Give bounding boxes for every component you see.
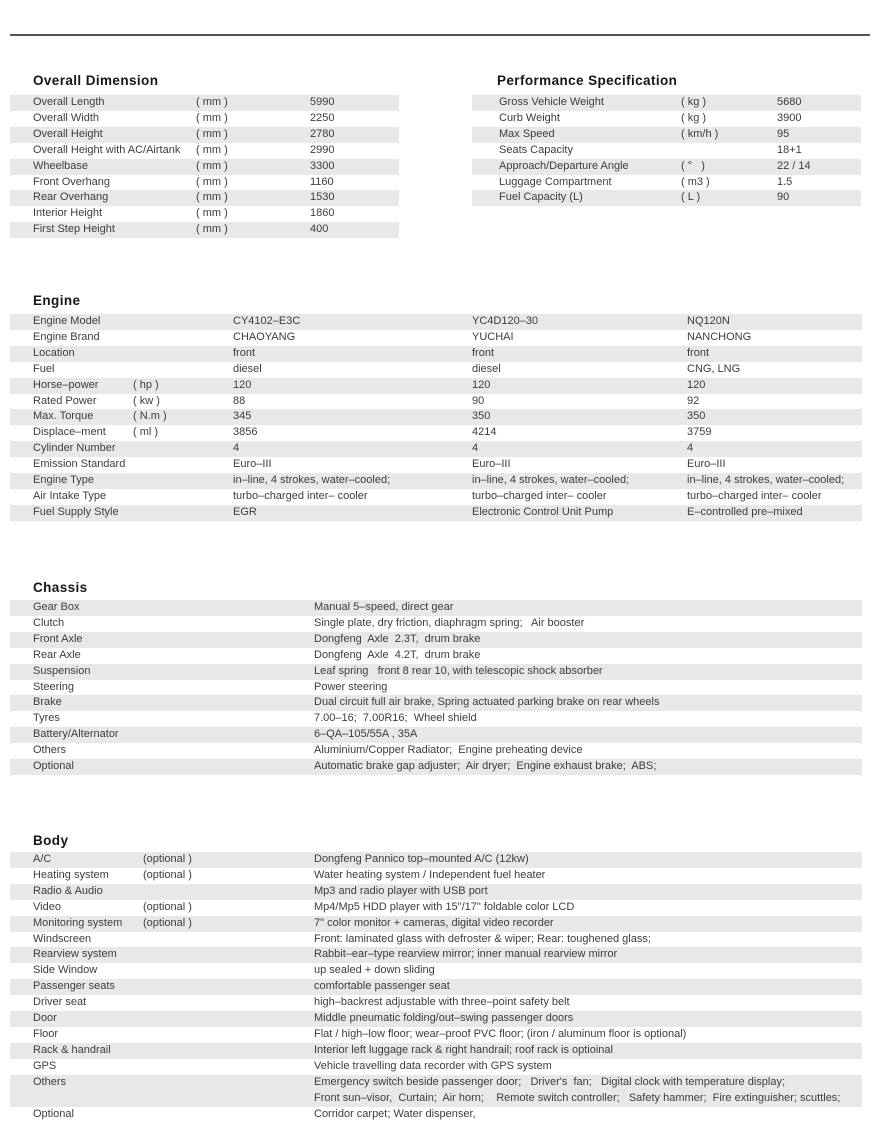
spec-unit [133,505,233,521]
optional-marker: (optional ) [143,868,192,881]
spec-label: Suspension [33,664,91,677]
optional-marker [143,1075,314,1107]
spec-value: Manual 5–speed, direct gear [314,601,454,613]
spec-label: Cylinder Number [33,442,116,455]
spec-row [10,346,862,362]
engine-value-1: diesel [233,362,262,375]
engine-value-1: Euro–III [233,458,272,471]
spec-row [10,632,862,648]
spec-row [10,457,862,473]
spec-label: Luggage Compartment [499,175,612,188]
spec-value: Flat / high–low floor; wear–proof PVC floor; (iron / aluminum floor is optional) [314,1027,687,1040]
spec-unit: ( kg ) [681,96,707,108]
spec-value: 1530 [310,191,335,204]
spec-value: 22 / 14 [777,159,811,172]
engine-value-3: 3759 [687,426,712,439]
spec-row [10,95,399,111]
spec-label: Curb Weight [499,111,560,124]
spec-label: Air Intake Type [33,489,107,502]
engine-value-1: turbo–charged inter– cooler [233,489,368,502]
spec-label: Rearview system [33,948,117,961]
spec-value-line: Emergency switch beside passenger door; Driver's fan; Digital clock with temperature display; [314,1075,786,1088]
spec-row [10,979,862,995]
spec-row [10,206,399,222]
spec-row [10,127,399,143]
optional-marker [143,1107,314,1123]
spec-value: 2780 [310,127,335,140]
spec-value: 2990 [310,143,335,156]
spec-value: 2250 [310,111,335,124]
spec-unit: ( mm ) [196,127,228,140]
spec-row [10,143,399,159]
spec-unit: ( kw ) [133,394,160,407]
spec-value: Dual circuit full air brake, Spring actuated parking brake on rear wheels [314,696,660,709]
engine-value-2: YC4D120–30 [472,315,539,327]
spec-row [10,900,862,916]
overall-dimension-table [10,95,399,238]
optional-marker [143,1011,314,1027]
spec-unit: ( mm ) [196,207,228,220]
spec-label: Rack & handrail [33,1043,111,1056]
spec-value: Mp3 and radio player with USB port [314,884,488,897]
engine-value-3: E–controlled pre–mixed [687,505,803,518]
spec-label: Floor [33,1027,59,1040]
spec-label: Tyres [33,712,60,725]
spec-unit: ( ml ) [133,426,159,439]
spec-value: Aluminium/Copper Radiator; Engine preheating device [314,744,583,757]
spec-label: Radio & Audio [33,884,103,897]
section-title-performance-specification: Performance Specification [497,73,678,88]
spec-value: up sealed + down sliding [314,964,435,977]
engine-value-3: 120 [687,378,706,391]
spec-row [10,314,862,330]
spec-unit [133,457,233,473]
section-title-body: Body [33,833,69,848]
spec-label: Rear Axle [33,648,81,661]
spec-value: 7.00–16; 7.00R16; Wheel shield [314,712,477,725]
spec-row [472,190,861,206]
engine-value-1: CHAOYANG [233,330,296,343]
spec-value: 5680 [777,96,802,108]
spec-label: First Step Height [33,223,115,236]
spec-label: Horse–power [33,378,99,391]
spec-row [10,394,862,410]
spec-value: 1.5 [777,175,793,188]
spec-unit [133,330,233,346]
engine-value-1: 88 [233,394,246,407]
spec-row [10,190,399,206]
spec-label: Engine Type [33,474,94,487]
spec-value: Leaf spring front 8 rear 10, with telescopic shock absorber [314,664,603,677]
spec-label: Front Overhang [33,175,111,188]
spec-row [10,378,862,394]
engine-value-2: diesel [472,362,501,375]
engine-table [10,314,862,521]
engine-value-1: in–line, 4 strokes, water–cooled; [233,474,391,487]
spec-row [10,489,862,505]
spec-unit: ( m3 ) [681,175,710,188]
spec-label: GPS [33,1059,57,1072]
spec-unit [133,314,233,330]
engine-value-3: NQ120N [687,315,730,327]
spec-label: Video [33,900,61,913]
spec-row [472,95,861,111]
spec-value: 1860 [310,207,335,220]
spec-label: Fuel Supply Style [33,505,119,518]
engine-value-3: turbo–charged inter– cooler [687,489,822,502]
spec-label: Gear Box [33,601,80,613]
spec-value: 1160 [310,175,334,188]
spec-value: 3300 [310,159,335,172]
spec-row [10,441,862,457]
spec-label: Others [33,1075,67,1088]
spec-label: Fuel [33,362,55,375]
spec-row [10,1043,862,1059]
spec-label: Emission Standard [33,458,126,471]
spec-label: Rated Power [33,394,97,407]
spec-unit: ( mm ) [196,96,228,108]
spec-row [472,175,861,191]
optional-marker: (optional ) [143,853,192,865]
engine-value-1: 120 [233,378,252,391]
engine-value-2: 120 [472,378,491,391]
optional-marker [143,995,314,1011]
spec-unit: ( N.m ) [133,410,167,423]
spec-value: comfortable passenger seat [314,980,450,993]
spec-label: Rear Overhang [33,191,109,204]
spec-value: Mp4/Mp5 HDD player with 15"/17" foldable color LCD [314,900,575,913]
spec-row [10,1011,862,1027]
spec-label: Gross Vehicle Weight [499,96,604,108]
spec-row [10,711,862,727]
spec-row [10,222,399,238]
spec-row [10,852,862,868]
spec-row [10,111,399,127]
spec-unit [681,143,777,159]
spec-row [10,695,862,711]
optional-marker [143,1027,314,1043]
spec-label: Others [33,744,67,757]
spec-label: Fuel Capacity (L) [499,191,583,204]
spec-unit: ( hp ) [133,378,159,391]
spec-row [10,680,862,696]
spec-unit: ( mm ) [196,191,228,204]
spec-unit [133,346,233,362]
spec-row [10,648,862,664]
spec-label: Heating system [33,868,109,881]
optional-marker [143,884,314,900]
optional-marker [143,963,314,979]
spec-label: Overall Height with AC/Airtank [33,143,181,156]
engine-value-1: EGR [233,505,257,518]
spec-value: Dongfeng Axle 4.2T, drum brake [314,648,481,661]
engine-value-2: YUCHAI [472,330,514,343]
spec-unit: ( mm ) [196,175,228,188]
engine-value-3: front [687,346,710,359]
spec-value: Power steering [314,680,388,693]
spec-label: Door [33,1012,57,1025]
spec-value: 90 [777,191,790,204]
spec-label: Brake [33,696,62,709]
section-title-overall-dimension: Overall Dimension [33,73,159,88]
spec-row [10,600,862,616]
spec-label: Side Window [33,964,98,977]
spec-value: 7" color monitor + cameras, digital video recorder [314,916,554,929]
spec-row [10,425,862,441]
spec-value: 5990 [310,96,335,108]
spec-unit: ( mm ) [196,159,228,172]
spec-row [10,759,862,775]
engine-value-3: Euro–III [687,458,726,471]
section-title-engine: Engine [33,293,81,308]
spec-row [10,932,862,948]
spec-value: Interior left luggage rack & right handrail; roof rack is optioinal [314,1043,613,1056]
spec-row [10,1107,862,1123]
engine-value-1: 4 [233,442,240,455]
spec-label: A/C [33,853,52,865]
spec-row [10,505,862,521]
optional-marker: (optional ) [143,916,192,929]
spec-label: Max. Torque [33,410,94,423]
spec-value: Middle pneumatic folding/out–swing passenger doors [314,1012,574,1025]
spec-label: Optional [33,760,74,773]
spec-row [472,159,861,175]
spec-row [10,1059,862,1075]
spec-label: Overall Length [33,96,105,108]
spec-label: Windscreen [33,932,92,945]
engine-value-1: front [233,346,256,359]
spec-row [10,473,862,489]
spec-row [10,1027,862,1043]
optional-marker [143,1043,314,1059]
optional-marker [143,932,314,948]
spec-label: Battery/Alternator [33,728,119,741]
optional-marker [143,1059,314,1075]
spec-row [10,884,862,900]
spec-row [10,947,862,963]
spec-value: Front: laminated glass with defroster & wiper; Rear: toughened glass; [314,932,651,945]
engine-value-3: NANCHONG [687,330,752,343]
spec-row [10,868,862,884]
spec-value: Rabbit–ear–type rearview mirror; inner manual rearview mirror [314,948,618,961]
spec-label: Engine Brand [33,330,100,343]
engine-value-3: 92 [687,394,700,407]
spec-row [10,664,862,680]
spec-value: Dongfeng Pannico top–mounted A/C (12kw) [314,853,529,865]
spec-row [472,111,861,127]
engine-value-3: 4 [687,442,694,455]
performance-specification-table [472,95,861,206]
engine-value-2: Electronic Control Unit Pump [472,505,614,518]
spec-label: Passenger seats [33,980,115,993]
spec-label: Displace–ment [33,426,106,439]
engine-value-2: front [472,346,495,359]
spec-value: 400 [310,223,329,236]
optional-marker: (optional ) [143,900,192,913]
spec-unit [133,362,233,378]
spec-row [10,409,862,425]
engine-value-2: 350 [472,410,491,423]
spec-unit [133,489,233,505]
spec-row [472,127,861,143]
spec-row [10,175,399,191]
body-table [10,852,862,1122]
engine-value-1: CY4102–E3C [233,315,301,327]
spec-row [10,159,399,175]
spec-value: Water heating system / Independent fuel heater [314,868,546,881]
spec-row [10,362,862,378]
spec-unit [133,441,233,457]
spec-label: Wheelbase [33,159,89,172]
spec-label: Steering [33,680,74,693]
spec-value: 95 [777,127,790,140]
spec-unit: ( ° ) [681,159,705,172]
spec-unit: ( kg ) [681,111,707,124]
section-title-chassis: Chassis [33,580,88,595]
spec-row [10,616,862,632]
engine-value-2: turbo–charged inter– cooler [472,489,607,502]
spec-value [314,1075,862,1107]
spec-value: Corridor carpet; Water dispenser, [314,1107,476,1120]
spec-row [10,743,862,759]
spec-label: Interior Height [33,207,103,220]
spec-value: Single plate, dry friction, diaphragm spring; Air booster [314,616,585,629]
spec-unit: ( km/h ) [681,127,719,140]
spec-row [10,916,862,932]
engine-value-1: 3856 [233,426,258,439]
spec-value: 6–QA–105/55A , 35A [314,728,418,741]
spec-unit: ( mm ) [196,111,228,124]
spec-label: Overall Width [33,111,100,124]
spec-row [10,330,862,346]
engine-value-2: 4 [472,442,479,455]
spec-value: 3900 [777,111,802,124]
spec-value: Vehicle travelling data recorder with GPS system [314,1059,552,1072]
engine-value-3: CNG, LNG [687,362,741,375]
engine-value-2: Euro–III [472,458,511,471]
top-divider [10,34,870,36]
spec-label: Front Axle [33,632,83,645]
optional-marker [143,947,314,963]
spec-label: Monitoring system [33,916,123,929]
engine-value-3: 350 [687,410,706,423]
chassis-table [10,600,862,775]
spec-label: Max Speed [499,127,555,140]
spec-row [472,143,861,159]
spec-label: Approach/Departure Angle [499,159,629,172]
optional-marker [143,979,314,995]
spec-label: Overall Height [33,127,103,140]
spec-row [10,995,862,1011]
spec-value: Automatic brake gap adjuster; Air dryer; Engine exhaust brake; ABS; [314,760,657,773]
spec-value: 18+1 [777,143,802,156]
spec-label: Engine Model [33,315,101,327]
spec-label: Seats Capacity [499,143,573,156]
engine-value-2: 90 [472,394,485,407]
spec-unit: ( L ) [681,191,701,204]
spec-row [10,727,862,743]
spec-unit: ( mm ) [196,223,228,236]
spec-row [10,963,862,979]
spec-label: Optional [33,1107,74,1120]
spec-label: Driver seat [33,996,87,1009]
engine-value-1: 345 [233,410,252,423]
engine-value-2: 4214 [472,426,497,439]
spec-row [10,1075,862,1107]
spec-unit [133,473,233,489]
spec-value-line: Front sun–visor, Curtain; Air horn; Remote switch controller; Safety hammer; Fire extinguisher; scuttles; [314,1091,841,1104]
spec-label: Clutch [33,616,65,629]
spec-unit: ( mm ) [196,143,228,156]
engine-value-3: in–line, 4 strokes, water–cooled; [687,474,845,487]
spec-value: high–backrest adjustable with three–point safety belt [314,996,570,1009]
spec-label: Location [33,346,75,359]
engine-value-2: in–line, 4 strokes, water–cooled; [472,474,630,487]
spec-value: Dongfeng Axle 2.3T, drum brake [314,632,481,645]
